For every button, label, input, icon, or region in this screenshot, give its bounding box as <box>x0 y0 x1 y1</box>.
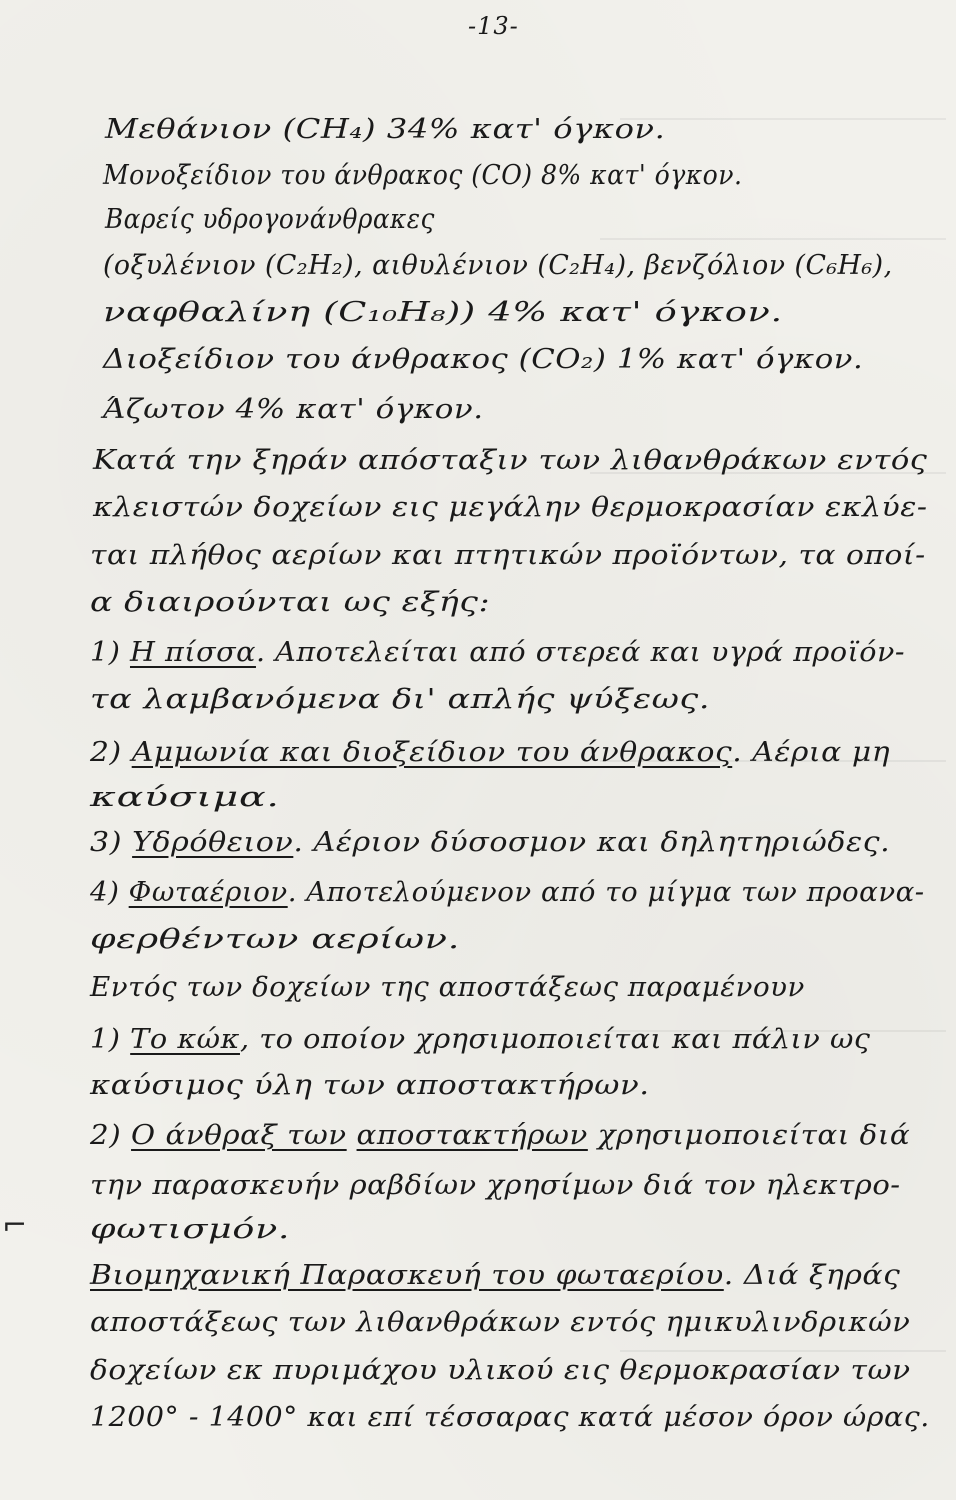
text-line <box>90 635 905 671</box>
text-line <box>90 1305 910 1341</box>
text-line <box>90 875 925 911</box>
text-segment: 2) <box>90 737 132 768</box>
bleed-through-line <box>620 118 946 120</box>
text-line <box>90 780 280 816</box>
text-segment: Μεθάνιον (CH₄) 34% κατ' όγκον. <box>105 114 666 145</box>
text-line <box>103 295 783 331</box>
text-segment: . Αποτελείται από στερεά και υγρά προϊόν- <box>255 637 906 668</box>
text-line <box>90 922 460 958</box>
text-line <box>103 392 484 428</box>
text-line <box>90 1212 290 1248</box>
text-segment: ναφθαλίνη (C₁₀H₈)) 4% κατ' όγκον. <box>103 297 783 328</box>
text-segment: 3) <box>90 827 133 858</box>
text-segment: φωτισμόν. <box>90 1214 291 1245</box>
text-segment: α διαιρούνται ως εξής: <box>90 587 491 618</box>
text-line <box>90 1258 900 1294</box>
text-segment: Κατά την ξηράν απόσταξιν των λιθανθράκων εντός <box>93 445 928 476</box>
bleed-through-line <box>620 1350 946 1352</box>
text-line <box>90 970 805 1006</box>
bleed-through-line <box>600 238 946 240</box>
text-line <box>90 1168 901 1204</box>
text-line <box>103 158 742 194</box>
text-line <box>90 1400 930 1436</box>
text-line <box>90 825 890 861</box>
text-segment: , το οποίον χρησιμοποιείται και πάλιν ως <box>239 1024 871 1055</box>
underlined-heading: αποστακτήρων <box>356 1120 588 1151</box>
text-line <box>90 538 926 574</box>
text-line <box>90 682 710 718</box>
text-line <box>90 1022 871 1058</box>
text-segment: ται πλήθος αερίων και πτητικών προϊόντων, τα οποί- <box>90 540 926 571</box>
margin-mark: ⌐ <box>2 1208 28 1243</box>
text-segment: δοχείων εκ πυριμάχου υλικού εις θερμοκρασίαν των <box>90 1355 911 1386</box>
text-segment: τα λαμβανόμενα δι' απλής ψύξεως. <box>90 684 711 715</box>
text-segment: 1) <box>90 1024 131 1055</box>
text-segment: την παρασκευήν ραβδίων χρησίμων διά τον ηλεκτρο- <box>90 1170 901 1201</box>
text-line <box>105 112 665 148</box>
text-segment: καύσιμα. <box>90 782 280 813</box>
underlined-heading: Η πίσσα <box>129 637 256 668</box>
text-segment: χρησιμοποιείται διά <box>587 1120 911 1151</box>
text-line <box>93 490 928 526</box>
text-line <box>90 735 890 771</box>
underlined-heading: Αμμωνία και διοξείδιον του άνθρακος <box>131 737 733 768</box>
text-line <box>90 1353 911 1389</box>
underlined-heading: Φωταέριον <box>128 877 288 908</box>
underlined-heading: Υδρόθειον <box>132 827 294 858</box>
text-segment: . Διά ξηράς <box>723 1260 901 1291</box>
text-segment: . Αέριον δύσοσμον και δηλητηριώδες. <box>293 827 891 858</box>
text-segment: 2) <box>90 1120 132 1151</box>
text-segment: καύσιμος ύλη των αποστακτήρων. <box>90 1070 650 1101</box>
underlined-heading: Ο άνθραξ των <box>131 1120 347 1151</box>
text-line <box>93 443 928 479</box>
text-segment: . Αποτελούμενον από το μίγμα των προανα- <box>287 877 925 908</box>
text-segment: Εντός των δοχείων της αποστάξεως παραμένουν <box>90 972 805 1003</box>
text-segment: κλειστών δοχείων εις μεγάλην θερμοκρασίαν εκλύε- <box>93 492 928 523</box>
text-segment: 1200° - 1400° και επί τέσσαρας κατά μέσον όρον ώρας. <box>90 1402 930 1433</box>
underlined-heading: Βιομηχανική Παρασκευή του φωταερίου <box>90 1260 724 1291</box>
text-segment: 4) <box>90 877 129 908</box>
text-segment: Μονοξείδιον του άνθρακος (CO) 8% κατ' όγκον. <box>103 160 743 191</box>
text-line <box>90 1118 910 1154</box>
text-line <box>105 202 435 238</box>
text-line <box>103 342 863 378</box>
text-line <box>103 248 893 284</box>
text-segment <box>347 1120 357 1151</box>
text-segment: . Αέρια μη <box>732 737 891 768</box>
underlined-heading: Το κώκ <box>130 1024 240 1055</box>
text-line <box>90 585 490 621</box>
text-line <box>90 1068 650 1104</box>
text-segment: Διοξείδιον του άνθρακος (CO₂) 1% κατ' όγκον. <box>103 344 864 375</box>
page-number: -13- <box>468 12 519 40</box>
text-segment: (οξυλένιον (C₂H₂), αιθυλένιον (C₂H₄), βενζόλιον (C₆H₆), <box>103 250 893 281</box>
text-segment: 1) <box>90 637 130 668</box>
text-segment: φερθέντων αερίων. <box>90 924 461 955</box>
text-segment: Άζωτον 4% κατ' όγκον. <box>103 394 484 425</box>
text-segment: αποστάξεως των λιθανθράκων εντός ημικυλινδρικών <box>90 1307 911 1338</box>
text-segment: Βαρείς υδρογονάνθρακες <box>105 204 435 235</box>
